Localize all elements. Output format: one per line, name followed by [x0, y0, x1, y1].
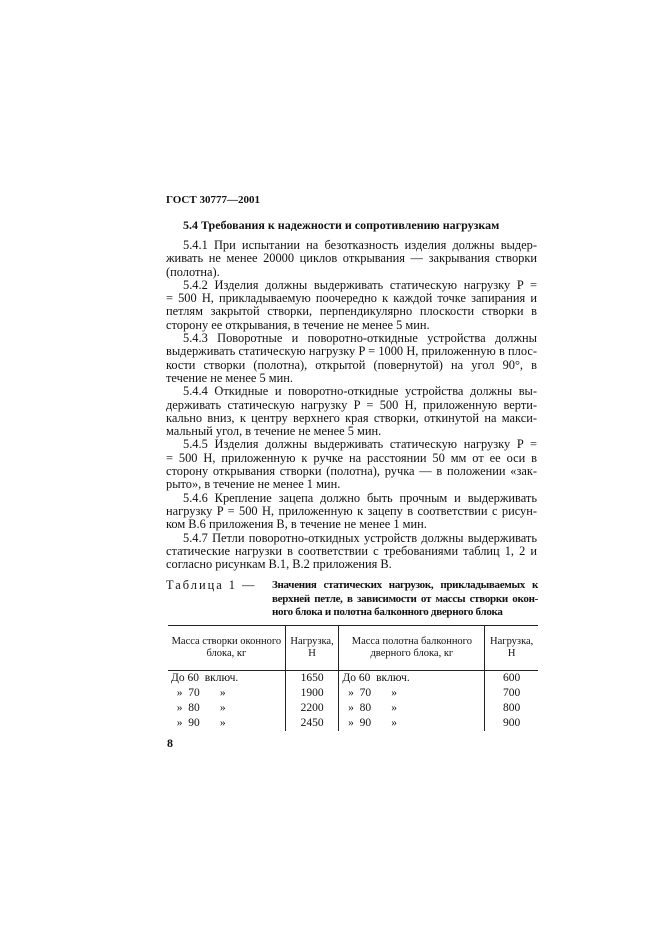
text-line: течение не менее 5 мин. — [166, 370, 293, 385]
text-line: 5.4.1 При испытании на безотказность изделия должны выдер- — [183, 238, 537, 252]
table-title-line: ного блока и полотна балконного дверного блока — [272, 606, 503, 618]
text-line: 5.4.4 Откидные и поворотно-откидные устройства должны вы- — [183, 384, 537, 399]
text-line: 5.4.2 Изделия должны выдерживать статическую нагрузку P = — [183, 277, 537, 292]
text-line: кально вниз, к центру верхнего края створки, откинутой на макси- — [166, 410, 537, 425]
table-cell: » 80 » — [171, 702, 226, 714]
text-line: держивать статическую нагрузку P = 500 Н, приложенную верти- — [166, 397, 537, 412]
page-number: 8 — [167, 736, 173, 750]
table-row — [168, 671, 538, 687]
text-line: 5.4.7 Петли поворотно-откидных устройств должны выдерживать — [183, 530, 537, 545]
loads-table — [168, 625, 538, 731]
paragraph — [166, 385, 537, 438]
table-row — [168, 716, 538, 731]
paragraph — [166, 438, 537, 491]
section-title: 5.4 Требования к надежности и сопротивлению нагрузкам — [183, 218, 500, 232]
table-cell: » 70 » — [339, 686, 485, 701]
document-header: ГОСТ 30777—2001 — [166, 194, 260, 206]
table-cell: » 80 » — [339, 701, 485, 716]
text-line: петлям закрытой створки, перпендикулярно плоскости створки в — [166, 304, 537, 319]
table-body — [168, 671, 538, 732]
table-row — [168, 686, 538, 701]
table-cell: До 60 включ. — [171, 672, 239, 684]
text-line: ком В.6 приложения В, в течение не менее 1 мин. — [166, 517, 427, 532]
text-line: = 500 Н, приложенную к ручке на расстоянии 50 мм от ее оси в — [166, 450, 537, 465]
table-cell: 2450 — [285, 716, 339, 731]
text-line: рыто», в течение не менее 1 мин. — [166, 477, 341, 492]
paragraph — [166, 532, 537, 572]
text-line: = 500 Н, прикладываемую поочередно к каждой точке запирания и — [166, 291, 537, 306]
text-line: мальный угол, в течение не менее 5 мин. — [166, 424, 382, 439]
text-line: согласно рисункам В.1, В.2 приложения В. — [166, 557, 392, 572]
table-cell: 700 — [485, 686, 538, 701]
text-line: статические нагрузки в соответствии с требованиями таблиц 1, 2 и — [166, 543, 537, 558]
paragraph — [166, 492, 537, 532]
table-cell: 600 — [485, 671, 538, 687]
column-header: Масса створки оконного блока, кг — [168, 626, 285, 671]
table-title — [272, 579, 538, 620]
column-header: Нагрузка, Н — [285, 626, 339, 671]
text-line: выдерживать статическую нагрузку P = 1000 Н, приложенную в плос- — [166, 344, 537, 359]
table-cell: » 90 » — [339, 716, 485, 731]
table-cell: 1650 — [285, 671, 339, 687]
table-caption — [166, 579, 538, 621]
table-header-row — [168, 626, 538, 671]
table-title-line: Значения статических нагрузок, прикладываемых к — [272, 579, 538, 591]
table-row — [168, 701, 538, 716]
body-text — [166, 239, 537, 571]
column-header: Нагрузка, Н — [485, 626, 538, 671]
table-cell: » 70 » — [171, 687, 226, 699]
text-line: сторону ее открывания, в течение не менее 5 мин. — [166, 317, 430, 332]
paragraph — [166, 279, 537, 332]
table-cell: 2200 — [285, 701, 339, 716]
text-line: кости створки (полотна), открытой (повернутой) на угол 90°, в — [166, 357, 537, 372]
text-line: живать не менее 20000 циклов открывания — закрывания створки — [166, 251, 537, 266]
table-cell: 900 — [485, 716, 538, 731]
paragraph — [166, 239, 537, 279]
table-cell: До 60 включ. — [339, 671, 485, 687]
text-line: 5.4.6 Крепление зацепа должно быть прочным и выдерживать — [183, 490, 537, 505]
text-line: сторону открывания створки (полотна), ручка — в положении «зак- — [166, 464, 537, 479]
paragraph — [166, 332, 537, 385]
table-label: Таблица 1 — — [166, 578, 257, 592]
text-line: (полотна). — [166, 264, 220, 279]
table-cell: 1900 — [285, 686, 339, 701]
text-line: 5.4.5 Изделия должны выдерживать статическую нагрузку P = — [183, 437, 537, 452]
table-title-line: верхней петле, в зависимости от массы створки окон- — [272, 592, 538, 605]
text-line: нагрузку P = 500 Н, приложенную к зацепу в соответствии с рисун- — [166, 503, 537, 518]
text-line: 5.4.3 Поворотные и поворотно-откидные устройства должны — [183, 331, 537, 346]
table-cell: 800 — [485, 701, 538, 716]
column-header: Масса полотна балконного дверного блока, кг — [339, 626, 485, 671]
table-cell: » 90 » — [171, 717, 226, 729]
